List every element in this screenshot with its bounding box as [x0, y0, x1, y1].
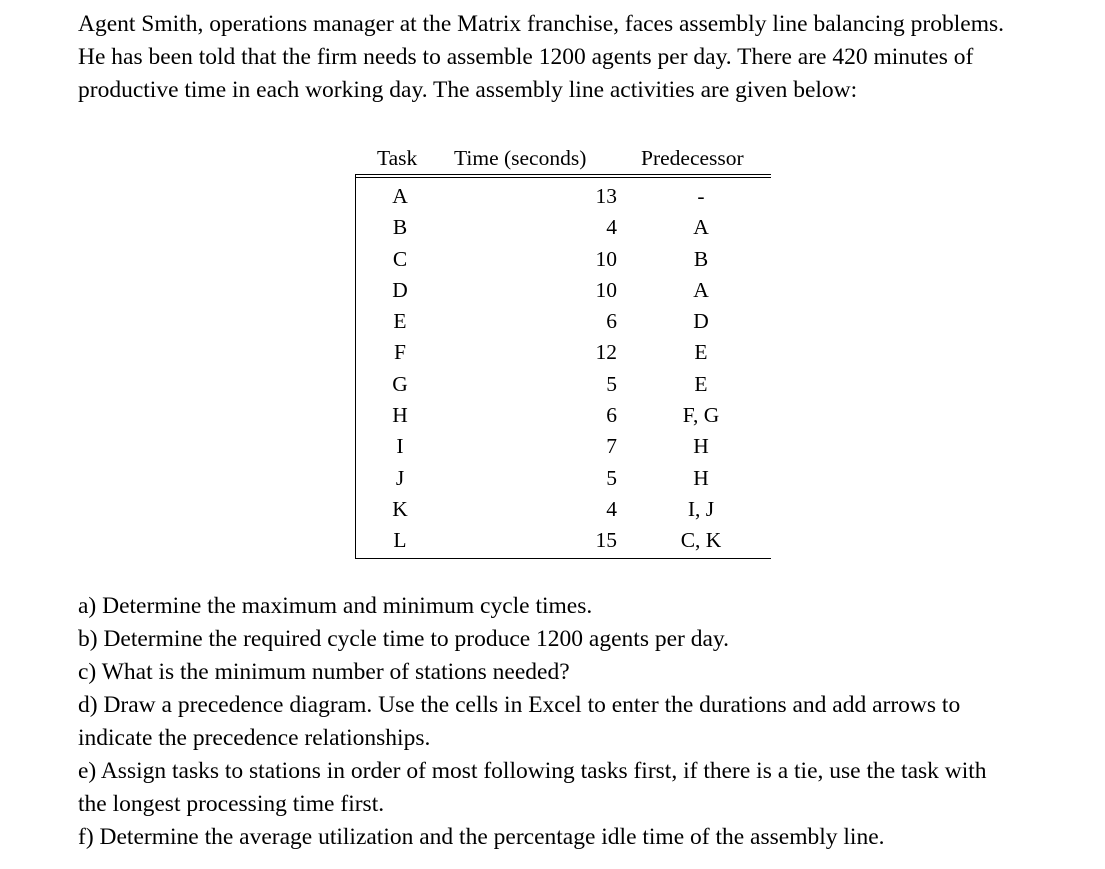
table-row — [355, 464, 771, 495]
predecessor-cell: - — [697, 184, 705, 208]
table-row — [355, 213, 771, 244]
table-body — [355, 182, 771, 559]
table-row — [355, 307, 771, 338]
predecessor-cell: H — [693, 465, 709, 490]
predecessor-cell: E — [694, 371, 708, 396]
time-cell: 7 — [606, 434, 617, 459]
header-task: Task — [377, 146, 418, 170]
table-row — [355, 276, 771, 307]
task-cell: H — [392, 403, 408, 428]
predecessor-cell: I, J — [687, 496, 715, 521]
time-cell: 4 — [606, 496, 617, 521]
question-c: c) What is the minimum number of stations needed? — [78, 659, 570, 685]
header-time: Time (seconds) — [454, 146, 587, 170]
time-cell: 5 — [606, 371, 617, 396]
questions-list — [78, 590, 1078, 854]
time-cell: 6 — [606, 403, 617, 428]
task-cell: J — [395, 465, 405, 490]
time-cell: 5 — [606, 465, 617, 490]
question-e-cont: the longest processing time first. — [78, 791, 385, 817]
predecessor-cell: A — [693, 215, 709, 240]
table-row — [355, 182, 771, 213]
table-row — [355, 432, 771, 463]
question-e: e) Assign tasks to stations in order of most following tasks first, if there is a tie, use the task with — [78, 758, 987, 784]
header-predecessor: Predecessor — [641, 146, 744, 170]
predecessor-cell: H — [693, 434, 709, 459]
time-cell: 12 — [595, 340, 617, 365]
intro-line: productive time in each working day. The assembly line activities are given below: — [78, 77, 858, 103]
predecessor-cell: A — [693, 277, 709, 302]
task-cell: A — [392, 184, 408, 208]
intro-paragraph — [78, 8, 1078, 107]
task-cell: D — [392, 277, 408, 302]
predecessor-cell: F, G — [682, 403, 720, 428]
time-cell: 10 — [595, 246, 617, 271]
assembly-activities-table — [355, 143, 771, 559]
question-d-cont: indicate the precedence relationships. — [78, 725, 431, 751]
predecessor-cell: E — [694, 340, 708, 365]
table-row — [355, 338, 771, 369]
task-cell: E — [393, 309, 407, 334]
table-row — [355, 495, 771, 526]
time-cell: 6 — [606, 309, 617, 334]
question-b: b) Determine the required cycle time to produce 1200 agents per day. — [78, 626, 730, 652]
intro-line: Agent Smith, operations manager at the Matrix franchise, faces assembly line balancing problems. — [78, 11, 1005, 37]
predecessor-cell: D — [693, 309, 709, 334]
task-cell: B — [392, 215, 408, 240]
table-row — [355, 370, 771, 401]
time-cell: 4 — [606, 215, 617, 240]
task-cell: I — [396, 434, 404, 459]
question-a: a) Determine the maximum and minimum cycle times. — [78, 593, 593, 619]
time-cell: 15 — [595, 528, 617, 553]
time-cell: 13 — [595, 184, 617, 208]
table-row — [355, 401, 771, 432]
predecessor-cell: B — [693, 246, 709, 271]
intro-line: He has been told that the firm needs to assemble 1200 agents per day. There are 420 minutes of — [78, 44, 974, 70]
table-row — [355, 245, 771, 276]
table-row — [355, 526, 771, 557]
question-f: f) Determine the average utilization and the percentage idle time of the assembly line. — [78, 824, 885, 850]
task-cell: L — [393, 528, 407, 553]
time-cell: 10 — [595, 277, 617, 302]
task-cell: K — [392, 496, 408, 521]
task-cell: F — [394, 340, 406, 365]
task-cell: G — [392, 371, 408, 396]
question-d: d) Draw a precedence diagram. Use the cells in Excel to enter the durations and add arrows to — [78, 692, 961, 718]
predecessor-cell: C, K — [680, 528, 722, 553]
table-header — [355, 143, 771, 178]
task-cell: C — [392, 246, 408, 271]
